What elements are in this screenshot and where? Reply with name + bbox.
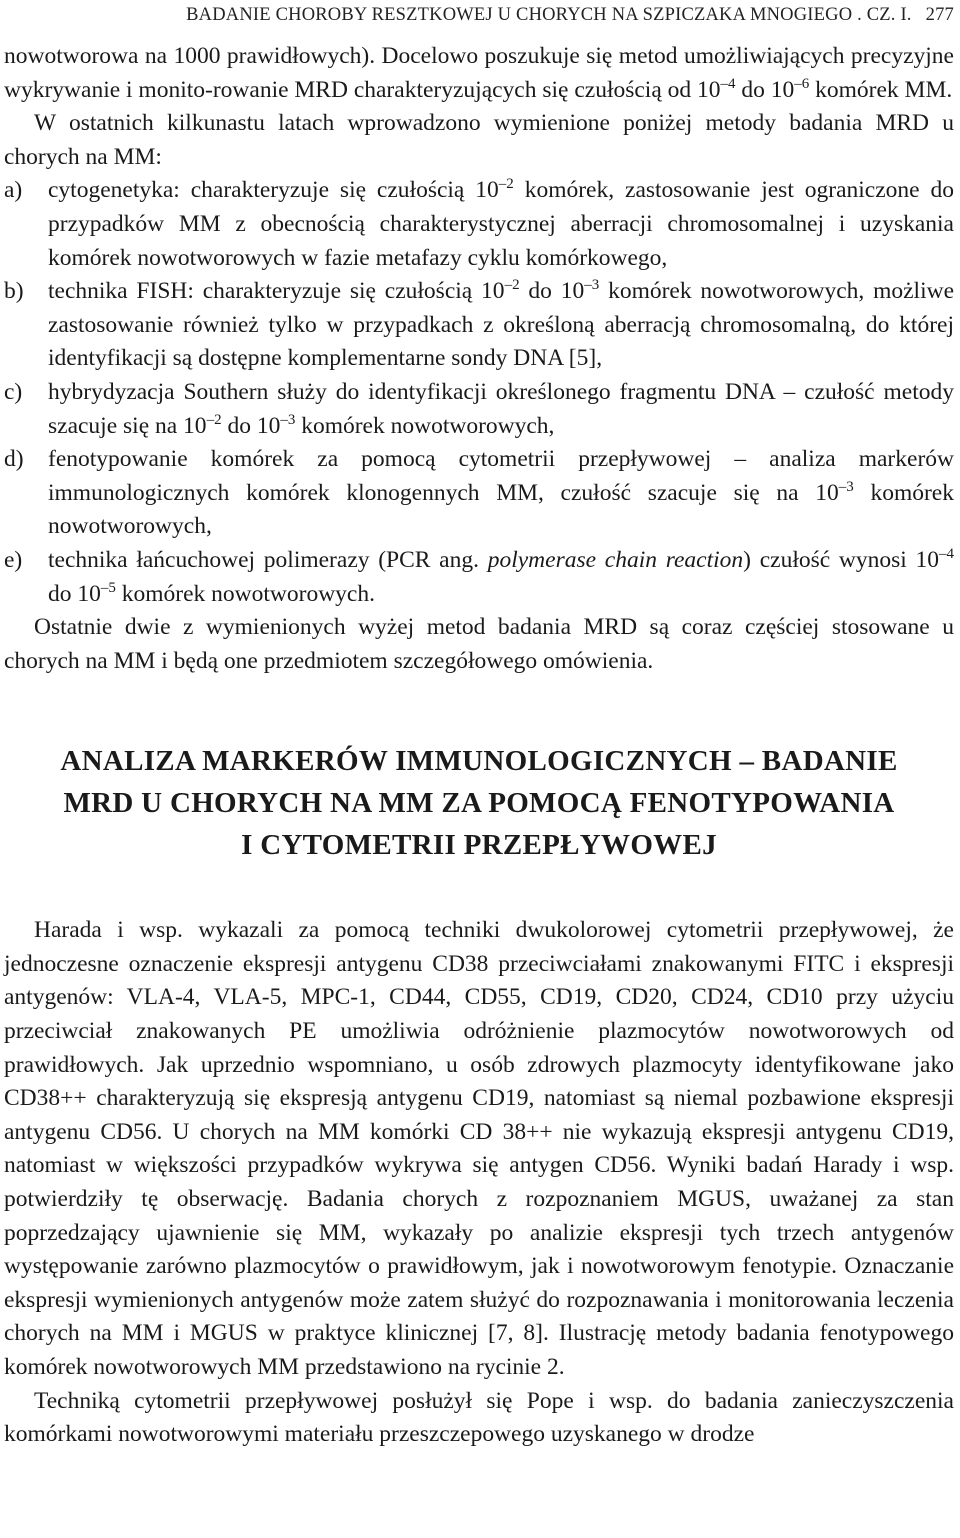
exponent: –2	[498, 176, 514, 193]
text-run: do 10	[735, 76, 795, 103]
exponent: –3	[584, 277, 600, 294]
text-run: technika FISH: charakteryzuje się czułością 10	[48, 278, 505, 305]
exponent: –3	[838, 478, 854, 495]
method-item-e	[4, 544, 954, 611]
running-head-title: BADANIE CHOROBY RESZTKOWEJ U CHORYCH NA SZPICZAKA MNOGIEGO . CZ. I.	[186, 5, 912, 25]
list-marker: c)	[4, 378, 23, 405]
text-run: komórek nowotworowych.	[115, 580, 375, 607]
list-marker: a)	[4, 177, 23, 204]
text-run: nowotworowa na 1000 prawidłowych). Docelowo poszukuje się metod umożliwiających precyzyjne wykrywanie i monito-rowanie MRD charakteryzujących się czułością od 10	[4, 43, 954, 103]
section-paragraph-1: Harada i wsp. wykazali za pomocą techniki dwukolorowej cytometrii przepływowej, że jednoczesne oznaczenie ekspresji antygenu CD38 przeciwciałami znakowanymi FITC i ekspresji antygenów: VLA-4, VLA-5, MPC-1, CD44, CD55, CD19, CD20, CD24, CD10 przy użyciu przeciwciał znakowanych PE umożliwia odróżnienie plazmocytów nowotworowych od prawidłowych. Jak uprzednio wspomniano, u osób zdrowych plazmocyty identyfikowane jako CD38++ charakteryzują się ekspresją antygenu CD19, natomiast są niemal pozbawione ekspresji antygenu CD56. U chorych na MM komórki CD 38++ nie wykazują ekspresji antygenu CD19, natomiast w większości przypadków wykrywa się antygen CD56. Wyniki badań Harady i wsp. potwierdziły tę obserwację. Badania chorych z rozpoznaniem MGUS, uważanej za stan poprzedzający ujawnienie się MM, wykazały po analizie ekspresji tych trzech antygenów występowanie zarówno plazmocytów o prawidłowym, jak i nowotworowym fenotypie. Oznaczanie ekspresji wymienionych antygenów może zatem służyć do rozpoznawania i monitorowania leczenia chorych na MM i MGUS w praktyce klinicznej [7, 8]. Ilustrację metody badania fenotypowego komórek nowotworowych MM przedstawiono na rycinie 2.	[4, 917, 954, 1380]
text-run: ) czułość wynosi 10	[743, 546, 940, 573]
list-marker: e)	[4, 546, 23, 573]
intro-paragraph-2: W ostatnich kilkunastu latach wprowadzono wymienione poniżej metody badania MRD u chorych na MM:	[4, 110, 954, 170]
text-run: technika łańcuchowej polimerazy (PCR ang.	[48, 546, 488, 573]
page-number: 277	[925, 5, 954, 25]
exponent: –2	[206, 411, 222, 428]
text-run: cytogenetyka: charakteryzuje się czułością 10	[48, 177, 499, 204]
text-run: do 10	[48, 580, 101, 607]
section-heading-line: ANALIZA MARKERÓW IMMUNOLOGICZNYCH – BADANIE	[60, 745, 898, 778]
method-item-c	[4, 376, 954, 443]
exponent: –4	[939, 545, 955, 562]
intro-paragraph-1	[4, 40, 954, 107]
method-item-d	[4, 443, 954, 544]
list-marker: d)	[4, 446, 24, 473]
text-run: do 10	[519, 278, 585, 305]
text-run: komórek nowotworowych,	[295, 412, 555, 439]
closing-paragraph: Ostatnie dwie z wymienionych wyżej metod badania MRD są coraz częściej stosowane u chorych na MM i będą one przedmiotem szczegółowego omówienia.	[4, 614, 954, 674]
text-run: komórek nowotworowych, możliwe zastosowanie również tylko w przypadkach z określoną aberracją chromosomalną, do której identyfikacji są dostępne komplementarne sondy DNA [5],	[48, 278, 955, 372]
method-item-a	[4, 174, 954, 275]
exponent: –4	[720, 75, 736, 92]
body-text	[4, 40, 954, 1452]
methods-list	[4, 174, 954, 611]
text-run: komórek nowotworowych,	[48, 479, 954, 540]
text-run: do 10	[221, 412, 281, 439]
section-heading	[4, 740, 954, 866]
running-head	[4, 0, 954, 40]
section-paragraph-2: Techniką cytometrii przepływowej posłużył się Pope i wsp. do badania zanieczyszczenia komórkami nowotworowymi materiału przeszczepowego uzyskanego w drodze	[4, 1387, 954, 1448]
section-heading-line: I CYTOMETRII PRZEPŁYWOWEJ	[241, 829, 717, 862]
exponent: –3	[280, 411, 296, 428]
section-heading-line: MRD U CHORYCH NA MM ZA POMOCĄ FENOTYPOWANIA	[63, 787, 895, 820]
text-run: hybrydyzacja Southern służy do identyfikacji określonego fragmentu DNA – czułość metody szacuje się na 10	[48, 378, 954, 439]
italic-term: polymerase chain reaction	[487, 546, 744, 573]
exponent: –5	[100, 579, 116, 596]
list-marker: b)	[4, 278, 24, 305]
exponent: –6	[794, 75, 810, 92]
text-run: komórek MM.	[809, 76, 953, 103]
method-item-b	[4, 275, 954, 376]
text-run: fenotypowanie komórek za pomocą cytometrii przepływowej – analiza markerów immunologicznych komórek klonogennych MM, czułość szacuje się na 10	[48, 446, 954, 506]
text-run: komórek, zastosowanie jest ograniczone do przypadków MM z obecnością charakterystycznej aberracji chromosomalnej i uzyskania komórek nowotworowych w fazie metafazy cyklu komórkowego,	[48, 177, 954, 271]
exponent: –2	[504, 277, 520, 294]
